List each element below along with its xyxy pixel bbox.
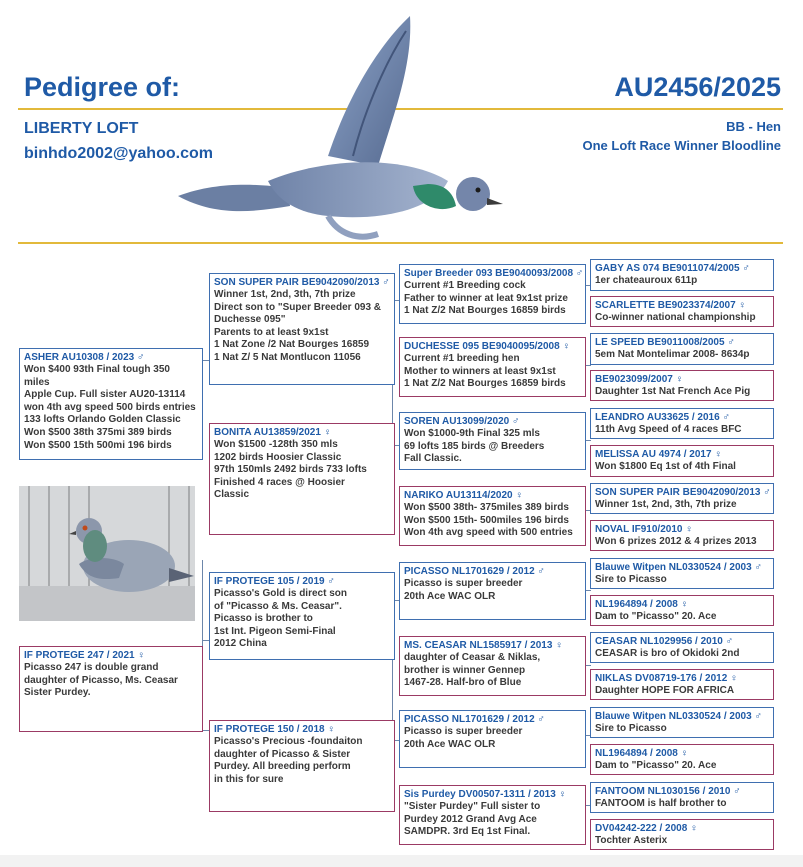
pedigree-box-great-grandparent[interactable] <box>590 744 774 775</box>
pigeon-image <box>178 6 530 246</box>
loft-name: LIBERTY LOFT <box>24 120 139 137</box>
bird-line: 1 Nat Z/2 Nat Bourges 16859 birds <box>404 378 566 390</box>
owner-email[interactable]: binhdo2002@yahoo.com <box>24 145 213 162</box>
bird-title: Blauwe Witpen NL0330524 / 2003 ♂ <box>595 711 762 722</box>
bird-line: Picasso is super breeder <box>404 578 523 589</box>
bird-line: Picasso is brother to <box>214 613 313 625</box>
bird-line: Tochter Asterix <box>595 835 668 846</box>
pedigree-box-father[interactable] <box>209 273 395 385</box>
hen-icon: ♀ <box>515 490 523 501</box>
bird-line: 1 Nat Zone /2 Nat Bourges 16859 <box>214 339 370 351</box>
bird-line: 69 lofts 185 birds @ Breeders <box>404 440 545 452</box>
pedigree-box-great-grandparent[interactable] <box>590 483 774 514</box>
cock-icon: ♂ <box>137 352 145 363</box>
pedigree-box-great-grandparent[interactable] <box>590 370 774 401</box>
hen-icon: ♀ <box>327 724 335 735</box>
bird-line: Won 4th avg speed with 500 entries <box>404 527 573 539</box>
bird-line: FANTOOM is half brother to <box>595 798 727 809</box>
bird-line: Current #1 Breeding cock <box>404 280 526 291</box>
bird-title: SON SUPER PAIR BE9042090/2013 ♂ <box>214 277 390 288</box>
hen-icon: ♀ <box>738 300 746 311</box>
bird-line: daughter of Picasso & Sister <box>214 748 351 760</box>
bird-line: Current #1 breeding hen <box>404 353 520 364</box>
bird-line: 97th 150mls 2492 birds 733 lofts <box>214 464 367 476</box>
bird-line: of "Picasso & Ms. Ceasar". <box>214 600 342 612</box>
cock-icon: ♂ <box>754 562 762 573</box>
bird-line: in this for sure <box>214 773 284 785</box>
pedigree-box-great-grandparent[interactable] <box>590 669 774 700</box>
bird-line: Father to winner at leat 9x1st prize <box>404 292 568 304</box>
pedigree-box-subject[interactable] <box>19 646 203 732</box>
bird-line: 20th Ace WAC OLR <box>404 590 496 602</box>
bird-line: Dam to "Picasso" 20. Ace <box>595 760 717 771</box>
bird-line: Mother to winners at least 9x1st <box>404 365 556 377</box>
cock-icon: ♂ <box>742 263 750 274</box>
bird-title: BONITA AU13859/2021 ♀ <box>214 427 332 438</box>
pedigree-box-grandparent[interactable] <box>399 412 586 470</box>
bird-title: FANTOOM NL1030156 / 2010 ♂ <box>595 786 741 797</box>
cock-icon: ♂ <box>725 636 734 647</box>
bird-line: Classic <box>214 489 250 501</box>
pedigree-box-great-grandparent[interactable] <box>590 520 774 551</box>
pedigree-box-father[interactable] <box>209 572 395 660</box>
hen-icon: ♀ <box>680 748 689 759</box>
pedigree-box-mother[interactable] <box>209 423 395 535</box>
pedigree-box-great-grandparent[interactable] <box>590 632 774 663</box>
bird-title: BE9023099/2007 ♀ <box>595 374 684 385</box>
bird-title: PICASSO NL1701629 / 2012 ♂ <box>404 714 545 725</box>
cock-icon: ♂ <box>327 576 335 587</box>
color-sex: BB - Hen <box>726 119 781 134</box>
cock-icon: ♂ <box>382 277 390 288</box>
bloodline: One Loft Race Winner Bloodline <box>582 138 781 153</box>
hen-icon: ♀ <box>137 650 145 661</box>
bird-title: DUCHESSE 095 BE9040095/2008 ♀ <box>404 341 570 352</box>
pedigree-box-great-grandparent[interactable] <box>590 408 774 439</box>
bird-line: 1467-28. Half-bro of Blue <box>404 677 522 689</box>
hen-icon: ♀ <box>714 449 722 460</box>
bird-line: Won $1800 Eq 1st of 4th Final <box>595 461 736 472</box>
bird-line: 5em Nat Montelimar 2008- 8634p <box>595 349 750 360</box>
pigeon-photo <box>19 486 195 621</box>
bird-title: IF PROTEGE 150 / 2018 ♀ <box>214 724 335 735</box>
bird-line: CEASAR is bro of Okidoki 2nd <box>595 648 740 659</box>
cock-icon: ♂ <box>575 268 584 279</box>
hen-icon: ♀ <box>558 789 567 800</box>
bird-line: Daughter 1st Nat French Ace Pig <box>595 386 751 397</box>
bird-line: Picasso is super breeder <box>404 726 523 737</box>
bird-title: Sis Purdey DV00507-1311 / 2013 ♀ <box>404 789 567 800</box>
bird-title: SOREN AU13099/2020 ♂ <box>404 416 520 427</box>
pedigree-box-mother[interactable] <box>209 720 395 812</box>
bird-line: Dam to "Picasso" 20. Ace <box>595 611 717 622</box>
bird-line: Won $1500 -128th 350 mls <box>214 439 338 450</box>
bird-title: SCARLETTE BE9023374/2007 ♀ <box>595 300 746 311</box>
cock-icon: ♂ <box>512 416 520 427</box>
bird-line: 11th Avg Speed of 4 races BFC <box>595 424 742 435</box>
cock-icon: ♂ <box>763 487 771 498</box>
pedigree-box-great-grandparent[interactable] <box>590 296 774 327</box>
hen-icon: ♀ <box>675 374 684 385</box>
bird-line: daughter of Ceasar & Niklas, <box>404 652 541 663</box>
bird-line: Sire to Picasso <box>595 723 667 734</box>
bird-title: IF PROTEGE 247 / 2021 ♀ <box>24 650 145 661</box>
bird-line: 1st Int. Pigeon Semi-Final <box>214 625 336 637</box>
bird-title: NARIKO AU13114/2020 ♀ <box>404 490 523 501</box>
cock-icon: ♂ <box>537 714 545 725</box>
bird-line: Won 6 prizes 2012 & 4 prizes 2013 <box>595 536 757 547</box>
pedigree-box-great-grandparent[interactable] <box>590 707 774 738</box>
bird-line: Duchesse 095" <box>214 314 286 326</box>
pedigree-box-grandparent[interactable] <box>399 337 586 397</box>
bird-title: IF PROTEGE 105 / 2019 ♂ <box>214 576 335 587</box>
bird-title: GABY AS 074 BE9011074/2005 ♂ <box>595 263 750 274</box>
bird-line: Picasso's Gold is direct son <box>214 588 347 599</box>
pedigree-box-great-grandparent[interactable] <box>590 558 774 589</box>
pedigree-box-grandparent[interactable] <box>399 710 586 768</box>
bird-title: LEANDRO AU33625 / 2016 ♂ <box>595 412 730 423</box>
bird-line: Fall Classic. <box>404 453 462 465</box>
bird-line: Picasso's Precious -foundaiton <box>214 736 363 747</box>
pedigree-box-grandparent[interactable] <box>399 785 586 845</box>
bird-title: ASHER AU10308 / 2023 ♂ <box>24 352 145 363</box>
bird-line: "Sister Purdey" Full sister to <box>404 801 541 812</box>
bird-title: DV04242-222 / 2008 ♀ <box>595 823 698 834</box>
pedigree-box-grandparent[interactable] <box>399 486 586 546</box>
bird-line: won 4th avg speed 500 birds entries <box>24 401 196 413</box>
bird-line: Won $500 15th 500mi 196 birds <box>24 439 172 451</box>
bird-line: SAMDPR. 3rd Eq 1st Final. <box>404 826 531 838</box>
cock-icon: ♂ <box>727 337 735 348</box>
pedigree-box-great-grandparent[interactable] <box>590 782 774 813</box>
page-footer-bar <box>0 855 803 867</box>
page-title: Pedigree of: <box>24 72 181 102</box>
bird-title: Blauwe Witpen NL0330524 / 2003 ♂ <box>595 562 762 573</box>
bottom-divider <box>18 242 783 244</box>
cock-icon: ♂ <box>722 412 730 423</box>
pedigree-box-great-grandparent[interactable] <box>590 819 774 850</box>
bird-line: 20th Ace WAC OLR <box>404 738 496 750</box>
bird-line: Won $400 93th Final tough 350 miles <box>24 364 170 388</box>
pedigree-box-great-grandparent[interactable] <box>590 445 774 477</box>
bird-line: daughter of Picasso, Ms. Ceasar <box>24 674 178 686</box>
hen-icon: ♀ <box>323 427 332 438</box>
bird-line: Won $500 38th 375mi 389 birds <box>24 426 172 438</box>
pedigree-box-grandparent[interactable] <box>399 264 586 324</box>
bird-title: NL1964894 / 2008 ♀ <box>595 748 689 759</box>
bird-title: MS. CEASAR NL1585917 / 2013 ♀ <box>404 640 563 651</box>
bird-line: Won $500 15th- 500miles 196 birds <box>404 514 569 526</box>
hen-icon: ♀ <box>690 823 698 834</box>
bird-line: Apple Cup. Full sister AU20-13114 <box>24 389 186 401</box>
bird-line: 2012 China <box>214 638 267 650</box>
bird-line: Purdey 2012 Grand Avg Ace <box>404 813 537 825</box>
bird-line: Finished 4 races @ Hoosier <box>214 476 345 488</box>
bird-line: 1 Nat Z/2 Nat Bourges 16859 birds <box>404 305 566 317</box>
pedigree-box-great-grandparent[interactable] <box>590 259 774 291</box>
pedigree-box-grandparent[interactable] <box>399 562 586 620</box>
bird-line: Sister Purdey. <box>24 687 91 699</box>
bird-line: Sire to Picasso <box>595 574 667 585</box>
bird-title: Super Breeder 093 BE9040093/2008 ♂ <box>404 268 584 279</box>
bird-title: NIKLAS DV08719-176 / 2012 ♀ <box>595 673 738 684</box>
ring-number: AU2456/2025 <box>614 72 781 102</box>
bird-line: Parents to at least 9x1st <box>214 326 329 338</box>
bird-line: 1er chateauroux 611p <box>595 275 698 286</box>
hen-icon: ♀ <box>680 599 689 610</box>
bird-title: SON SUPER PAIR BE9042090/2013 ♂ <box>595 487 771 498</box>
bird-line: brother is winner Gennep <box>404 664 526 676</box>
bird-title: CEASAR NL1029956 / 2010 ♂ <box>595 636 734 647</box>
cock-icon: ♂ <box>754 711 762 722</box>
bird-line: Daughter HOPE FOR AFRICA <box>595 685 735 696</box>
pedigree-box-sibling[interactable] <box>19 348 203 460</box>
pedigree-box-great-grandparent[interactable] <box>590 595 774 626</box>
pedigree-box-grandparent[interactable] <box>399 636 586 696</box>
hen-icon: ♀ <box>685 524 693 535</box>
bird-title: NOVAL IF910/2010 ♀ <box>595 524 693 535</box>
bird-title: PICASSO NL1701629 / 2012 ♂ <box>404 566 545 577</box>
cock-icon: ♂ <box>537 566 545 577</box>
hen-icon: ♀ <box>555 640 563 651</box>
bird-line: Winner 1st, 2nd, 3th, 7th prize <box>595 499 737 510</box>
bird-line: Purdey. All breeding perform <box>214 761 351 773</box>
bird-line: Won $500 38th- 375miles 389 birds <box>404 502 569 513</box>
bird-line: 1 Nat Z/ 5 Nat Montlucon 11056 <box>214 351 361 363</box>
bird-line: Won $1000-9th Final 325 mls <box>404 428 540 439</box>
bird-line: 133 lofts Orlando Golden Classic <box>24 414 181 426</box>
hen-icon: ♀ <box>562 341 570 352</box>
bird-title: LE SPEED BE9011008/2005 ♂ <box>595 337 735 348</box>
hen-icon: ♀ <box>730 673 738 684</box>
bird-line: Picasso 247 is double grand <box>24 662 159 673</box>
connector-line <box>202 560 203 650</box>
bird-line: Winner 1st, 2nd, 3th, 7th prize <box>214 289 356 300</box>
bird-title: MELISSA AU 4974 / 2017 ♀ <box>595 449 722 460</box>
bird-line: Direct son to "Super Breeder 093 & <box>214 301 382 313</box>
bird-title: NL1964894 / 2008 ♀ <box>595 599 689 610</box>
bird-line: Co-winner national championship <box>595 312 756 323</box>
bird-line: 1202 birds Hoosier Classic <box>214 451 342 463</box>
cock-icon: ♂ <box>733 786 741 797</box>
pedigree-box-great-grandparent[interactable] <box>590 333 774 365</box>
